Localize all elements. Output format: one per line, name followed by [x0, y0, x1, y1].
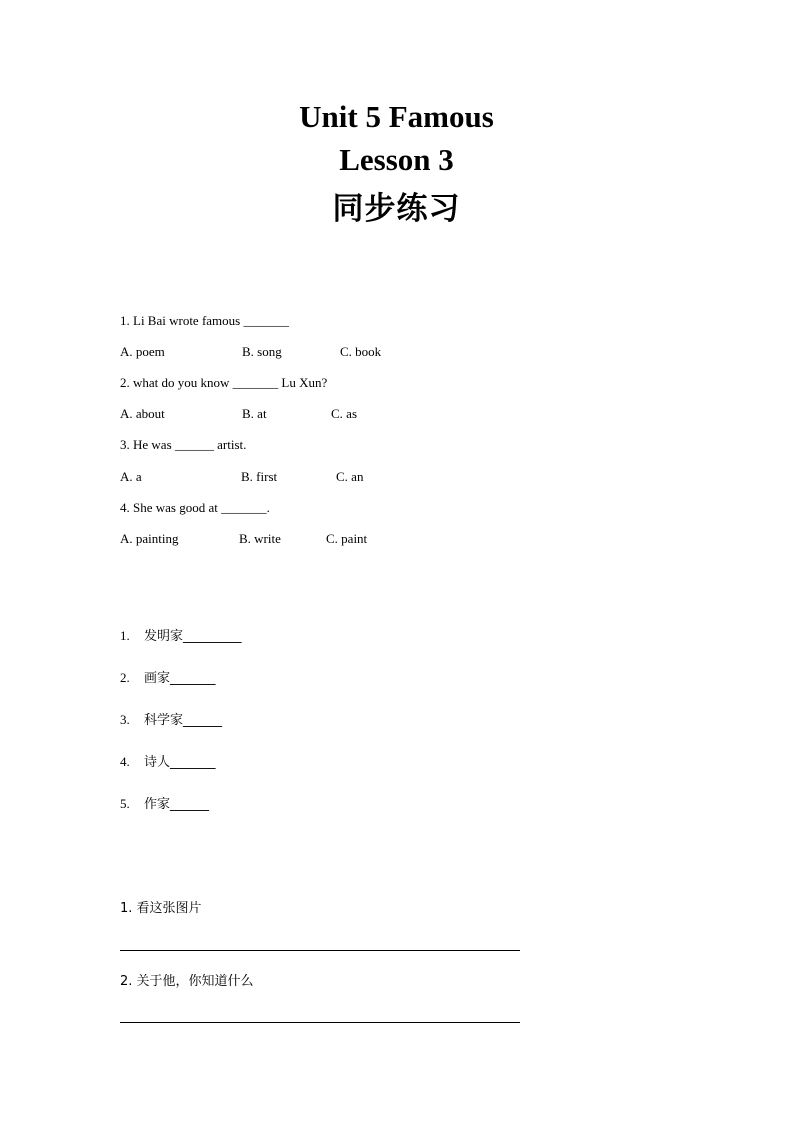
vocab-item [120, 754, 216, 771]
vocab-item-number: 2. [120, 670, 130, 685]
vocab-item-text: 作家______ [144, 797, 210, 812]
sentence-prompt-1 [120, 900, 202, 917]
sentence-prompt-text: 2. 关于他，你知道什么 [120, 974, 254, 989]
q3-option-c: C. an [336, 469, 364, 484]
vocab-item [120, 796, 209, 813]
q1-option-c: C. book [340, 344, 382, 359]
q3-option-b: B. first [241, 469, 278, 484]
sentence-prompt-text: 1. 看这张图片 [120, 901, 202, 916]
vocab-item-number: 5. [120, 796, 130, 811]
vocab-item-number: 4. [120, 754, 130, 769]
q2-option-b: B. at [242, 406, 267, 421]
title-unit: Unit 5 Famous [299, 99, 494, 134]
title-lesson: Lesson 3 [339, 142, 454, 177]
answer-line-2 [120, 1022, 520, 1023]
vocab-item-text: 画家_______ [144, 671, 216, 686]
title-practice: 同步练习 [332, 191, 461, 227]
vocab-item-number: 1. [120, 628, 130, 643]
question-1: 1. Li Bai wrote famous _______ [120, 313, 289, 328]
vocab-item-text: 发明家_________ [144, 629, 242, 644]
vocab-item [120, 712, 222, 729]
q4-option-a: A. painting [120, 531, 179, 546]
answer-line-1 [120, 950, 520, 951]
q1-option-a: A. poem [120, 344, 165, 359]
question-4: 4. She was good at _______. [120, 500, 270, 515]
q4-option-b: B. write [239, 531, 281, 546]
vocab-item-text: 科学家______ [144, 713, 223, 728]
question-3: 3. He was ______ artist. [120, 437, 247, 452]
q3-option-a: A. a [120, 469, 142, 484]
question-2: 2. what do you know _______ Lu Xun? [120, 375, 328, 390]
q2-option-a: A. about [120, 406, 165, 421]
vocab-item-number: 3. [120, 712, 130, 727]
vocab-item [120, 670, 216, 687]
q4-option-c: C. paint [326, 531, 368, 546]
vocab-item-text: 诗人_______ [144, 755, 216, 770]
sentence-prompt-2 [120, 973, 254, 990]
vocab-item [120, 628, 242, 645]
q1-option-b: B. song [242, 344, 282, 359]
q2-option-c: C. as [331, 406, 357, 421]
